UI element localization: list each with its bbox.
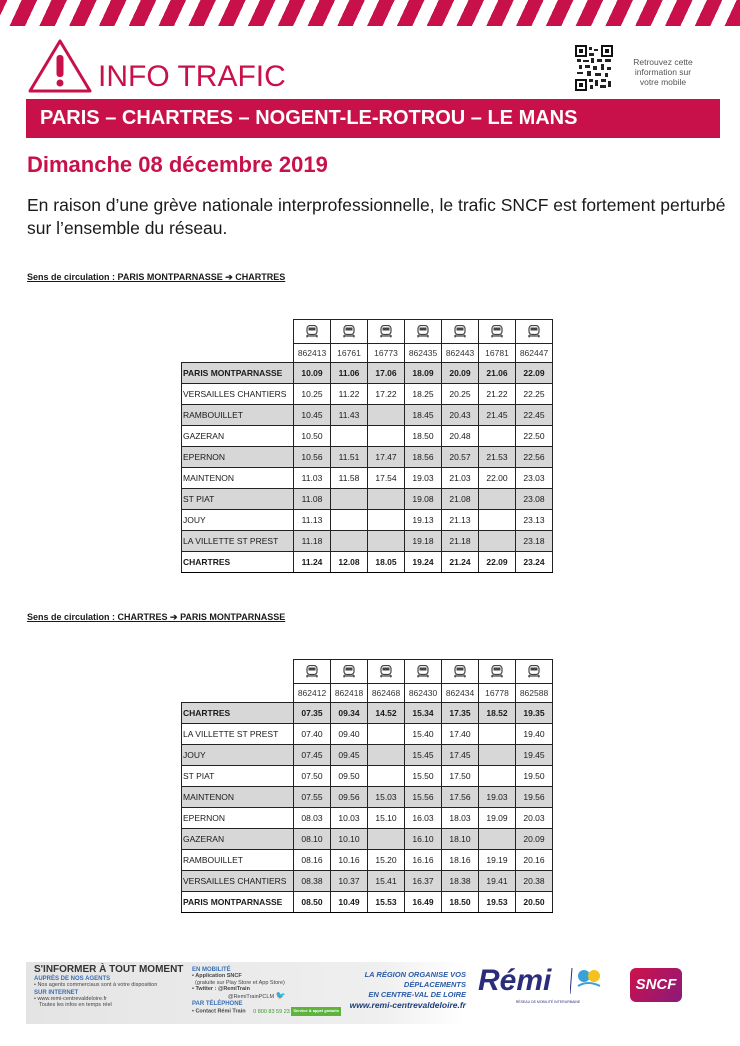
departure-time: 19.35 (516, 703, 553, 724)
station-name: ST PIAT (182, 489, 294, 510)
footer (26, 962, 716, 1024)
departure-time: 22.25 (516, 384, 553, 405)
departure-time: 11.03 (294, 468, 331, 489)
timetable-outbound (181, 319, 553, 573)
footer-internet-link[interactable]: • www.remi-centrevaldeloire.fr (34, 995, 107, 1002)
departure-time: 21.06 (479, 363, 516, 384)
departure-time: 17.22 (368, 384, 405, 405)
departure-time: 22.56 (516, 447, 553, 468)
station-name: RAMBOUILLET (182, 850, 294, 871)
departure-time (368, 510, 405, 531)
table-row (182, 892, 553, 913)
departure-time (368, 531, 405, 552)
table-row (182, 384, 553, 405)
table-row (182, 829, 553, 850)
departure-time: 07.55 (294, 787, 331, 808)
footer-twitter-handle-2[interactable]: @RemiTrainPCLM (228, 993, 275, 1000)
remi-logo-subtitle: RÉSEAU DE MOBILITÉ INTERURBAINE (515, 1000, 581, 1004)
footer-mobile-title: EN MOBILITÉ (192, 967, 231, 973)
train-number: 862434 (442, 684, 479, 703)
departure-time: 19.41 (479, 871, 516, 892)
departure-time: 20.09 (516, 829, 553, 850)
departure-time: 22.50 (516, 426, 553, 447)
station-name: PARIS MONTPARNASSE (182, 892, 294, 913)
departure-time: 15.10 (368, 808, 405, 829)
departure-time: 18.10 (442, 829, 479, 850)
centre-val-de-loire-icon (570, 966, 606, 996)
train-icon (379, 665, 393, 678)
departure-time: 16.49 (405, 892, 442, 913)
departure-time: 18.45 (405, 405, 442, 426)
station-name: LA VILLETTE ST PREST (182, 724, 294, 745)
station-name: GAZERAN (182, 426, 294, 447)
departure-time: 08.03 (294, 808, 331, 829)
departure-time: 18.52 (479, 703, 516, 724)
table-row (182, 703, 553, 724)
table-row (182, 552, 553, 573)
footer-agents-text: • Nos agents commerciaux sont à votre disposition (34, 982, 158, 988)
train-icon-cell (368, 320, 405, 344)
station-name: MAINTENON (182, 468, 294, 489)
train-icon-cell (331, 660, 368, 684)
qr-code-icon[interactable] (575, 45, 613, 91)
departure-time: 20.48 (442, 426, 479, 447)
departure-time: 15.45 (405, 745, 442, 766)
departure-time (479, 489, 516, 510)
station-name: ST PIAT (182, 766, 294, 787)
departure-time: 11.51 (331, 447, 368, 468)
departure-time: 07.35 (294, 703, 331, 724)
table-row (182, 871, 553, 892)
departure-time: 19.09 (479, 808, 516, 829)
warning-triangle-icon (27, 38, 93, 94)
train-number-row (182, 344, 553, 363)
departure-time: 22.00 (479, 468, 516, 489)
footer-slogan-url[interactable]: www.remi-centrevaldeloire.fr (349, 1000, 466, 1010)
train-icon (453, 325, 467, 338)
station-name: JOUY (182, 510, 294, 531)
train-number: 862447 (516, 344, 553, 363)
station-name: RAMBOUILLET (182, 405, 294, 426)
departure-time: 10.09 (294, 363, 331, 384)
departure-time (368, 829, 405, 850)
departure-time: 10.45 (294, 405, 331, 426)
train-icon-cell (405, 660, 442, 684)
departure-time: 11.22 (331, 384, 368, 405)
train-icon-cell (442, 320, 479, 344)
departure-time: 16.10 (405, 829, 442, 850)
departure-time: 17.54 (368, 468, 405, 489)
train-icon-cell (479, 320, 516, 344)
departure-time: 23.24 (516, 552, 553, 573)
departure-time: 19.18 (405, 531, 442, 552)
station-name: CHARTRES (182, 552, 294, 573)
departure-time (479, 510, 516, 531)
departure-time: 19.08 (405, 489, 442, 510)
qr-caption: Retrouvez cette information sur votre mobile (633, 57, 693, 87)
departure-time: 11.18 (294, 531, 331, 552)
departure-time: 22.09 (516, 363, 553, 384)
departure-time: 20.50 (516, 892, 553, 913)
departure-time (331, 489, 368, 510)
departure-time: 19.56 (516, 787, 553, 808)
footer-slogan-line-2: EN CENTRE-VAL DE LOIRE (368, 990, 466, 999)
train-number: 862430 (405, 684, 442, 703)
table-row (182, 808, 553, 829)
train-number: 862443 (442, 344, 479, 363)
departure-time: 20.57 (442, 447, 479, 468)
station-name: EPERNON (182, 808, 294, 829)
departure-time (479, 426, 516, 447)
departure-time (368, 489, 405, 510)
departure-time (331, 510, 368, 531)
departure-time: 18.03 (442, 808, 479, 829)
footer-phone-label: • Contact Rémi Train (192, 1008, 246, 1015)
station-name: LA VILLETTE ST PREST (182, 531, 294, 552)
departure-time: 15.03 (368, 787, 405, 808)
departure-time: 21.53 (479, 447, 516, 468)
footer-slogan (316, 970, 466, 1010)
train-number: 862413 (294, 344, 331, 363)
departure-time: 15.56 (405, 787, 442, 808)
departure-time: 10.49 (331, 892, 368, 913)
departure-time: 10.25 (294, 384, 331, 405)
departure-time: 12.08 (331, 552, 368, 573)
footer-info-column (34, 964, 194, 1009)
train-icon-row (182, 320, 553, 344)
timetable-return (181, 659, 553, 913)
departure-time: 10.10 (331, 829, 368, 850)
departure-time (331, 426, 368, 447)
departure-time: 08.38 (294, 871, 331, 892)
departure-time (479, 531, 516, 552)
departure-time: 21.18 (442, 531, 479, 552)
departure-time: 10.16 (331, 850, 368, 871)
table-row (182, 745, 553, 766)
train-icon (527, 325, 541, 338)
footer-twitter-handle-1[interactable]: @RemiTrain (217, 986, 250, 992)
station-name: EPERNON (182, 447, 294, 468)
departure-time: 18.09 (405, 363, 442, 384)
train-icon (453, 665, 467, 678)
train-icon-cell (516, 660, 553, 684)
table-row (182, 447, 553, 468)
departure-time: 19.03 (405, 468, 442, 489)
train-icon-row (182, 660, 553, 684)
departure-time: 18.16 (442, 850, 479, 871)
departure-time: 19.19 (479, 850, 516, 871)
departure-time: 15.53 (368, 892, 405, 913)
train-icon (416, 325, 430, 338)
train-number: 862588 (516, 684, 553, 703)
train-icon-cell (368, 660, 405, 684)
train-number: 862435 (405, 344, 442, 363)
departure-time: 23.18 (516, 531, 553, 552)
train-icon-cell (294, 660, 331, 684)
train-icon (342, 325, 356, 338)
train-number: 862418 (331, 684, 368, 703)
train-icon (527, 665, 541, 678)
departure-time: 11.13 (294, 510, 331, 531)
departure-time: 19.24 (405, 552, 442, 573)
departure-time: 20.43 (442, 405, 479, 426)
departure-time: 10.03 (331, 808, 368, 829)
train-number: 16781 (479, 344, 516, 363)
table-row (182, 850, 553, 871)
warning-stripes (0, 0, 740, 26)
train-icon (305, 665, 319, 678)
footer-phone-number[interactable]: 0 800 83 59 23 (253, 1008, 290, 1015)
route-banner: PARIS – CHARTRES – NOGENT-LE-ROTROU – LE MANS (26, 99, 720, 138)
train-icon (379, 325, 393, 338)
departure-time: 07.40 (294, 724, 331, 745)
departure-time (368, 426, 405, 447)
train-icon (490, 665, 504, 678)
departure-time: 17.40 (442, 724, 479, 745)
departure-time: 11.08 (294, 489, 331, 510)
train-number: 16773 (368, 344, 405, 363)
train-icon (416, 665, 430, 678)
train-icon (342, 665, 356, 678)
departure-time: 18.25 (405, 384, 442, 405)
departure-time (479, 766, 516, 787)
footer-twitter-label: • Twitter : (192, 986, 217, 992)
table-row (182, 724, 553, 745)
train-icon (490, 325, 504, 338)
departure-time: 18.50 (405, 426, 442, 447)
departure-time: 15.34 (405, 703, 442, 724)
departure-time: 09.40 (331, 724, 368, 745)
departure-time (479, 745, 516, 766)
table-row (182, 426, 553, 447)
departure-time: 07.45 (294, 745, 331, 766)
departure-time (368, 766, 405, 787)
departure-time (479, 724, 516, 745)
direction-label-outbound: Sens de circulation : PARIS MONTPARNASSE ➔ CHARTRES (27, 272, 286, 282)
sncf-logo: SNCF (630, 968, 682, 1002)
footer-phone-title: PAR TÉLÉPHONE (192, 1001, 243, 1007)
table-row (182, 787, 553, 808)
departure-time: 17.47 (368, 447, 405, 468)
departure-time (368, 724, 405, 745)
table-row (182, 363, 553, 384)
departure-time: 19.50 (516, 766, 553, 787)
footer-phone-badge: Service & appel gratuits (291, 1007, 341, 1016)
station-name: JOUY (182, 745, 294, 766)
departure-time: 20.09 (442, 363, 479, 384)
departure-time: 15.40 (405, 724, 442, 745)
departure-time: 14.52 (368, 703, 405, 724)
departure-time (368, 405, 405, 426)
departure-time: 17.50 (442, 766, 479, 787)
train-number-row (182, 684, 553, 703)
departure-time: 21.45 (479, 405, 516, 426)
train-icon-cell (516, 320, 553, 344)
departure-time: 17.56 (442, 787, 479, 808)
departure-time: 21.24 (442, 552, 479, 573)
departure-time: 11.06 (331, 363, 368, 384)
station-name: CHARTRES (182, 703, 294, 724)
station-name: VERSAILLES CHANTIERS (182, 384, 294, 405)
departure-time: 09.50 (331, 766, 368, 787)
train-icon (305, 325, 319, 338)
departure-time: 15.41 (368, 871, 405, 892)
departure-time: 11.58 (331, 468, 368, 489)
departure-time: 07.50 (294, 766, 331, 787)
table-row (182, 766, 553, 787)
departure-time: 20.25 (442, 384, 479, 405)
departure-time: 08.50 (294, 892, 331, 913)
footer-slogan-line-1: LA RÉGION ORGANISE VOS DÉPLACEMENTS (364, 970, 466, 989)
train-icon-cell (442, 660, 479, 684)
departure-time: 19.13 (405, 510, 442, 531)
departure-time: 08.10 (294, 829, 331, 850)
departure-time: 17.06 (368, 363, 405, 384)
footer-app-note: (gratuite sur Play Store et App Store) (195, 979, 285, 986)
departure-time: 16.03 (405, 808, 442, 829)
departure-time: 09.34 (331, 703, 368, 724)
departure-time: 18.05 (368, 552, 405, 573)
departure-time: 16.37 (405, 871, 442, 892)
departure-time: 17.35 (442, 703, 479, 724)
departure-time (331, 531, 368, 552)
footer-app-sncf[interactable]: • Application SNCF (192, 973, 242, 979)
departure-time: 10.37 (331, 871, 368, 892)
departure-time: 10.56 (294, 447, 331, 468)
departure-time: 18.56 (405, 447, 442, 468)
train-icon-cell (479, 660, 516, 684)
departure-time: 18.50 (442, 892, 479, 913)
departure-time: 17.45 (442, 745, 479, 766)
station-name: GAZERAN (182, 829, 294, 850)
remi-logo-text: Rémi (478, 964, 552, 997)
departure-time: 10.50 (294, 426, 331, 447)
departure-time: 21.13 (442, 510, 479, 531)
train-icon-cell (331, 320, 368, 344)
page-title: INFO TRAFIC (98, 60, 286, 93)
train-number: 16761 (331, 344, 368, 363)
departure-time: 23.13 (516, 510, 553, 531)
train-number: 16778 (479, 684, 516, 703)
departure-time: 20.16 (516, 850, 553, 871)
departure-time: 09.56 (331, 787, 368, 808)
footer-internet-text: Toutes les infos en temps réel (39, 1002, 112, 1008)
departure-time: 23.08 (516, 489, 553, 510)
station-name: VERSAILLES CHANTIERS (182, 871, 294, 892)
train-number: 862412 (294, 684, 331, 703)
table-row (182, 468, 553, 489)
departure-time: 18.38 (442, 871, 479, 892)
footer-agents-title: AUPRÈS DE NOS AGENTS (34, 976, 111, 982)
departure-time: 23.03 (516, 468, 553, 489)
station-name: PARIS MONTPARNASSE (182, 363, 294, 384)
departure-time: 20.03 (516, 808, 553, 829)
departure-time: 15.50 (405, 766, 442, 787)
table-row (182, 531, 553, 552)
departure-time: 21.08 (442, 489, 479, 510)
departure-time: 09.45 (331, 745, 368, 766)
departure-time: 21.22 (479, 384, 516, 405)
departure-time (368, 745, 405, 766)
date-heading: Dimanche 08 décembre 2019 (27, 152, 328, 177)
departure-time (479, 829, 516, 850)
departure-time: 19.40 (516, 724, 553, 745)
departure-time: 21.03 (442, 468, 479, 489)
intro-text: En raison d’une grève nationale interprofessionnelle, le trafic SNCF est fortement perturbé sur l’ensemble du réseau. (27, 195, 726, 238)
departure-time: 22.09 (479, 552, 516, 573)
departure-time: 19.03 (479, 787, 516, 808)
departure-time: 16.16 (405, 850, 442, 871)
table-row (182, 510, 553, 531)
train-icon-cell (294, 320, 331, 344)
departure-time: 08.16 (294, 850, 331, 871)
departure-time: 11.43 (331, 405, 368, 426)
footer-heading: S'INFORMER À TOUT MOMENT (34, 964, 184, 975)
departure-time: 22.45 (516, 405, 553, 426)
table-row (182, 489, 553, 510)
direction-label-return: Sens de circulation : CHARTRES ➔ PARIS MONTPARNASSE (27, 612, 286, 622)
station-name: MAINTENON (182, 787, 294, 808)
footer-internet-title: SUR INTERNET (34, 989, 79, 996)
departure-time: 19.53 (479, 892, 516, 913)
twitter-bird-icon: 🐦 (275, 990, 286, 1000)
train-icon-cell (405, 320, 442, 344)
table-row (182, 405, 553, 426)
departure-time: 20.38 (516, 871, 553, 892)
remi-logo (478, 964, 618, 1004)
train-number: 862468 (368, 684, 405, 703)
departure-time: 15.20 (368, 850, 405, 871)
departure-time: 11.24 (294, 552, 331, 573)
departure-time: 19.45 (516, 745, 553, 766)
